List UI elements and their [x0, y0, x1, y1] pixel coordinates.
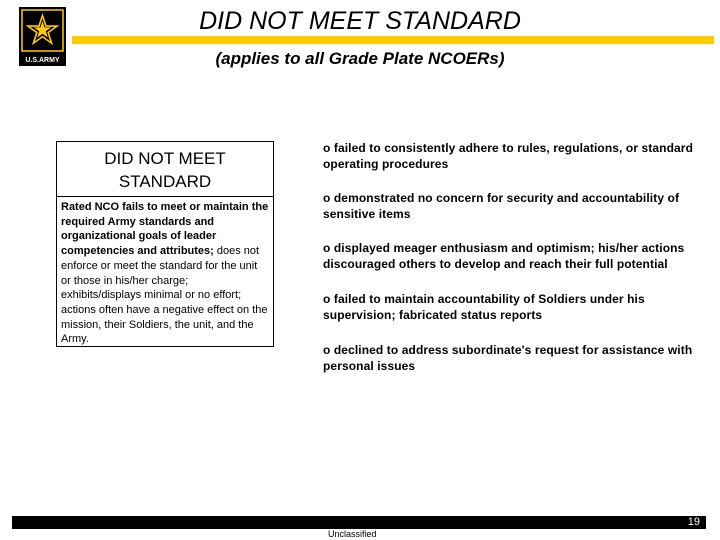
bullet-item: o declined to address subordinate's request for assistance with personal issues: [323, 343, 693, 373]
rating-heading-line2: STANDARD: [118, 172, 212, 191]
rating-definition-box: [56, 141, 274, 347]
footer-bar: [12, 516, 706, 529]
bullet-item: o failed to maintain accountability of Soldiers under his supervision; fabricated status reports: [323, 292, 645, 322]
slide-subtitle: (applies to all Grade Plate NCOERs): [215, 49, 505, 68]
bullet-item: o displayed meager enthusiasm and optimism; his/her actions discouraged others to develop and reach their full potential: [323, 241, 685, 271]
bullet-item: o failed to consistently adhere to rules, regulations, or standard operating procedures: [323, 141, 694, 171]
army-logo: [19, 7, 66, 66]
army-star-icon: [19, 7, 66, 66]
classification-label: Unclassified: [328, 529, 377, 539]
rating-box-heading: [57, 142, 273, 197]
rating-heading-line1: DID NOT MEET: [104, 149, 226, 168]
rating-description-bold: Rated NCO fails to meet or maintain the required Army standards and organizational goals of leader competencies and attributes;: [61, 201, 269, 258]
page-number: 19: [687, 516, 700, 528]
rating-description: [57, 197, 273, 347]
title-divider: [72, 36, 714, 44]
slide-title: DID NOT MEET STANDARD: [199, 7, 521, 35]
bullet-item: o demonstrated no concern for security and accountability of sensitive items: [323, 191, 680, 221]
rating-description-regular: does not enforce or meet the standard for the unit or those in his/her charge; exhibits/displays minimal or no effort; actions often have a negative effect on the mission, their Soldiers, the unit, and the Army.: [61, 245, 268, 346]
logo-text: U.S.ARMY: [25, 57, 60, 64]
